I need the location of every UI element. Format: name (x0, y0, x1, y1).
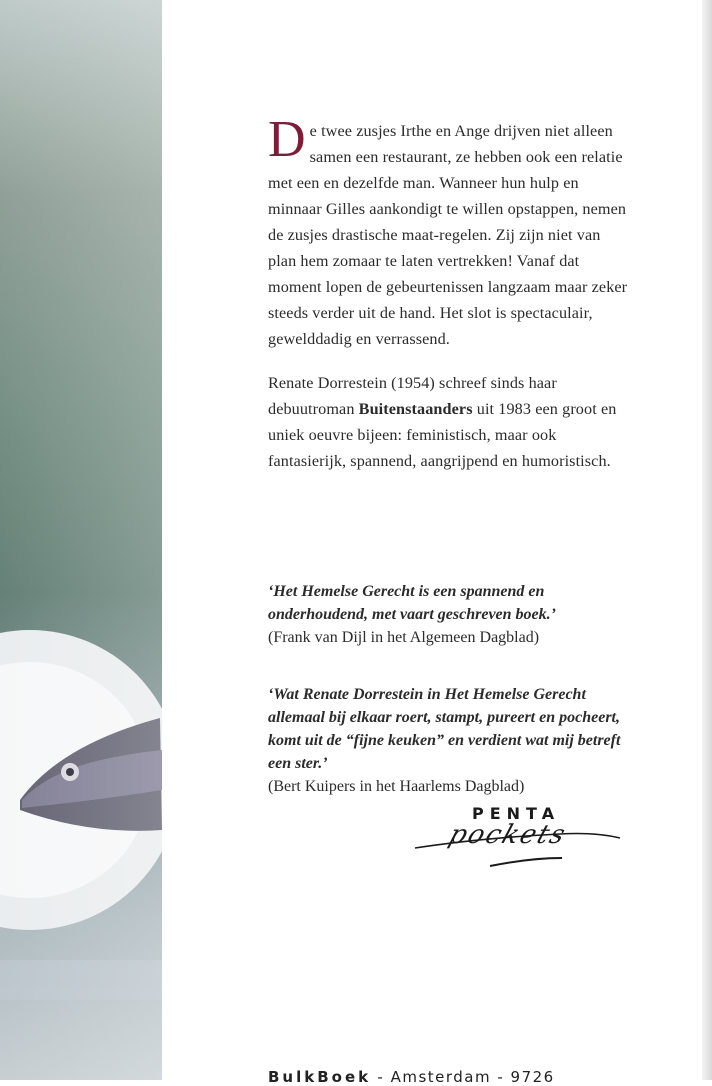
blurb-paragraph-2: Renate Dorrestein (1954) schreef sinds haar debuutroman Buitenstaanders uit 1983 een groot en uniek oeuvre bijeen: feministisch, maar ook fantasierijk, spannend, aangrijpend en humoristisch. (268, 374, 617, 470)
cover-photo-strip (0, 0, 162, 1080)
publisher-footer: BulkBoek - Amsterdam - 9726 (268, 1068, 555, 1086)
review-quote-1: ‘Het Hemelse Gerecht is een spannend en onderhoudend, met vaart geschreven boek.’ (Frank van Dijl in het Algemeen Dagblad) (268, 583, 556, 646)
blurb (268, 111, 628, 492)
drop-cap: D (268, 111, 306, 168)
blurb-paragraph-1: De twee zusjes Irthe en Ange drijven niet alleen samen een restaurant, ze hebben ook een relatie met een en dezelfde man. Wanneer hun hulp en minnaar Gilles aankondigt te willen opstappen, nemen de zusjes drastische maat-regelen. Zij zijn niet van plan hem zomaar te laten vertrekken! Vanaf dat moment lopen de gebeurtenissen langzaam maar zeker steeds verder uit de hand. Het slot is spectaculair, gewelddadig en verrassend. (268, 111, 628, 348)
penta-pockets-logo: PENTA pockets (410, 804, 625, 874)
review-quote-2: ‘Wat Renate Dorrestein in Het Hemelse Gerecht allemaal bij elkaar roert, stampt, pureert en pocheert, komt uit de “fijne keuken” en verdient wat mij betreft een ster.’ (Bert Kuipers in het Haarlems Dagblad) (268, 686, 621, 795)
logo-swash (410, 804, 625, 874)
